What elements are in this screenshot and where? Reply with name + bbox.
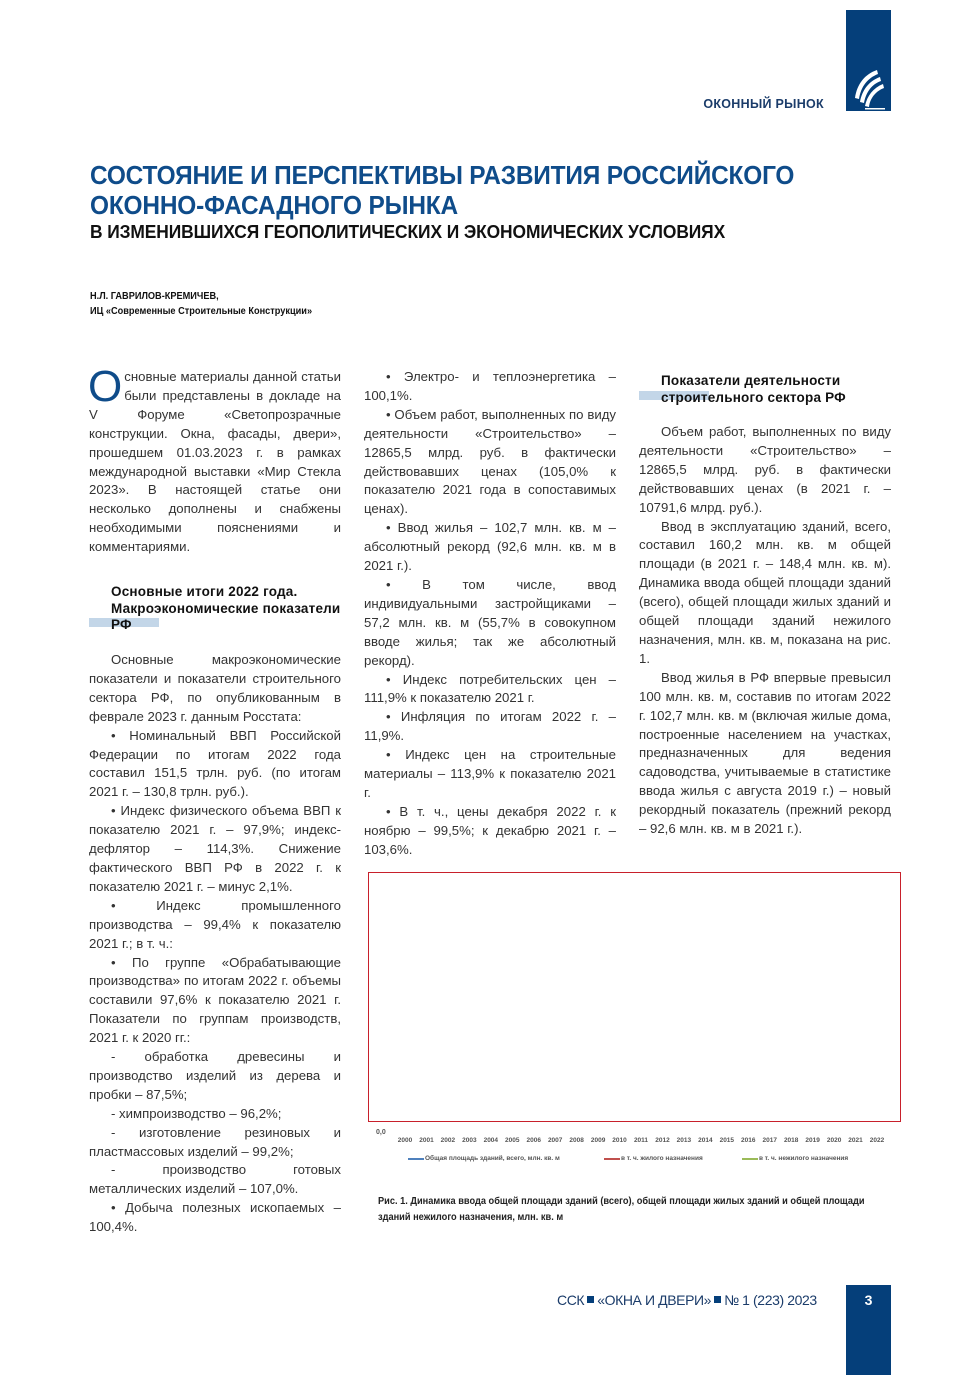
legend-label: в т. ч. жилого назначения	[621, 1155, 703, 1162]
column-1-body	[89, 651, 341, 1237]
figure-caption	[378, 1193, 888, 1225]
paragraph: Объем работ, выполненных по виду деятельности «Строительство» – 12865,5 млрд. руб. в фактически действовавших ценах (в 2021 г. – 10791,6 млрд. руб.).	[639, 424, 891, 515]
footer-issue-info	[557, 1292, 817, 1308]
x-tick-label: 2007	[547, 1137, 563, 1144]
legend-item-total	[408, 1155, 560, 1162]
legend-swatch	[742, 1158, 758, 1160]
sub-item: - химпроизводство – 96,2%;	[111, 1105, 282, 1121]
x-axis	[395, 1137, 887, 1147]
x-tick-label: 2017	[762, 1137, 777, 1144]
figure-caption-text: Рис. 1. Динамика ввода общей площади зданий (всего), общей площади жилых зданий и общей площади зданий нежилого назначения, млн. кв. м	[378, 1195, 865, 1223]
page-number-tab	[846, 1285, 891, 1375]
footer-publisher: ССК	[557, 1292, 585, 1308]
intro-text: сновные материалы данной статьи были представлены в докладе на V Форуме «Светопрозрачные конструкции. Окна, фасады, двери», прошедшем 01.03.2023 г. в рамках международной выставки «Мир Стекла 2023». В настоящей статье они несколько дополнены и снабжены необходимыми пояснениями и комментариями.	[89, 369, 341, 555]
x-tick-label: 2012	[655, 1137, 670, 1144]
magazine-logo-icon	[851, 68, 887, 112]
legend-label: в т. ч. нежилого назначения	[759, 1155, 849, 1162]
bullet-item: • Индекс промышленного производства – 99,4% к показателю 2021 г.; в т. ч.:	[89, 897, 341, 951]
bullet-item: • Добыча полезных ископаемых – 100,4%.	[89, 1200, 341, 1235]
x-tick-label: 2001	[419, 1137, 434, 1144]
bullet-item: • Инфляция по итогам 2022 г. – 11,9%.	[364, 709, 616, 744]
bullet-item: • Индекс цен на строительные материалы – 113,9% к показателю 2021 г.	[364, 747, 616, 800]
x-tick-label: 2014	[698, 1137, 713, 1144]
column-1	[88, 362, 341, 557]
bullet-item: • В том числе, ввод индивидуальными застройщиками – 57,2 млн. кв. м (55,7% в совокупном вводе жилья; так же абсолютный рекорд).	[364, 576, 616, 668]
bullet-item: • Электро- и теплоэнергетика – 100,1%.	[364, 369, 616, 403]
x-tick-label: 2018	[783, 1137, 799, 1144]
x-tick-label: 2021	[848, 1137, 863, 1144]
x-tick-label: 2019	[805, 1137, 820, 1144]
bullet-item: • Индекс потребительских цен – 111,9% к показателю 2021 г.	[364, 671, 616, 706]
header-tab	[846, 10, 891, 111]
footer-issue: № 1 (223) 2023	[724, 1292, 817, 1308]
x-tick-label: 2022	[869, 1137, 885, 1144]
paragraph: Основные макроэкономические показатели и показатели строительного сектора РФ, по опубликованным в феврале 2023 г. данным Росстата:	[89, 652, 341, 724]
drop-cap: О	[88, 362, 123, 411]
x-tick-label: 2003	[462, 1137, 477, 1144]
section-heading-macro	[89, 584, 341, 634]
x-tick-label: 2009	[590, 1137, 606, 1144]
x-tick-label: 2006	[526, 1137, 541, 1144]
legend-swatch	[604, 1158, 620, 1160]
column-3	[639, 423, 891, 839]
paragraph: Ввод в эксплуатацию зданий, всего, составил 160,2 млн. кв. м общей площади (в 2021 г. – 148,4 млн. кв. м). Динамика ввода общей площади зданий (всего), общей площади жилых зданий и общей площади зданий нежилого назначения, млн. кв. м, показана на рис. 1.	[639, 518, 891, 666]
author-organization: ИЦ «Современные Строительные Конструкции»	[90, 306, 313, 317]
legend-swatch	[408, 1158, 424, 1160]
section-heading-construction	[639, 373, 871, 406]
heading-text: Основные итоги 2022 года. Макроэкономические показатели РФ	[111, 584, 341, 632]
x-tick-label: 2005	[505, 1137, 520, 1144]
bullet-item: • Номинальный ВВП Российской Федерации по итогам 2022 года составил 151,5 трлн. руб. (по итогам 2021 г. – 130,8 трлн. руб.).	[89, 727, 341, 800]
bullet-item: • Индекс физического объема ВВП к показателю 2021 г. – 97,9%; индекс-дефлятор – 114,3%. Снижение фактического ВВП РФ в 2022 г. к показателю 2021 г. – минус 2,1%.	[89, 803, 341, 894]
article-title: СОСТОЯНИЕ И ПЕРСПЕКТИВЫ РАЗВИТИЯ РОССИЙСКОГО ОКОННО-ФАСАДНОГО РЫНКА	[90, 160, 795, 220]
intro-paragraph	[88, 362, 341, 557]
x-tick-label: 2010	[612, 1137, 627, 1144]
x-tick-label: 2004	[483, 1137, 499, 1144]
paragraph: Ввод жилья в РФ впервые превысил 100 млн. кв. м, составив по итогам 2022 г. 102,7 млн. кв. м (включая жилые дома, построенные населением на участках, предназначенных для ведения садоводства, учитываемые в статистике ввода жилья с августа 2019 г.) – новый рекордный показатель (прежний рекорд – 92,6 млн. кв. м в 2021 г.).	[639, 669, 891, 837]
x-tick-label: 2020	[826, 1137, 842, 1144]
page-number: 3	[864, 1292, 873, 1308]
footer-magazine: «ОКНА И ДВЕРИ»	[597, 1292, 712, 1308]
chart-legend	[408, 1155, 888, 1167]
square-bullet-icon	[587, 1296, 594, 1303]
legend-label: Общая площадь зданий, всего, млн. кв. м	[425, 1155, 560, 1162]
article-subtitle: В ИЗМЕНИВШИХСЯ ГЕОПОЛИТИЧЕСКИХ И ЭКОНОМИЧЕСКИХ УСЛОВИЯХ	[90, 221, 726, 242]
bullet-item: • В т. ч., цены декабря 2022 г. к ноябрю – 99,5%; к декабрю 2021 г. – 103,6%.	[364, 803, 616, 857]
bullet-item: • По группе «Обрабатывающие производства» по итогам 2022 г. объемы составили 97,6% к показателю 2021 г. Показатели по группам производств, 2021 г. к 2020 гг.:	[89, 954, 341, 1046]
legend-item-nonresidential	[742, 1155, 848, 1162]
x-tick-label: 2000	[397, 1137, 413, 1144]
author-name: Н.Л. ГАВРИЛОВ-КРЕМИЧЕВ,	[90, 291, 219, 302]
y-tick-label: 0,0	[376, 1129, 386, 1136]
sub-item: - обработка древесины и производство изделий из дерева и пробки – 87,5%;	[89, 1049, 341, 1102]
column-2	[364, 368, 616, 860]
square-bullet-icon	[714, 1296, 721, 1303]
x-tick-label: 2013	[676, 1137, 692, 1144]
heading-text: Показатели деятельности строительного сектора РФ	[661, 373, 846, 405]
bullet-item: • Ввод жилья – 102,7 млн. кв. м – абсолютный рекорд (92,6 млн. кв. м в 2021 г.).	[364, 520, 616, 574]
bullet-item: • Объем работ, выполненных по виду деятельности «Строительство» – 12865,5 млрд. руб. в фактически действовавших ценах (105,0% к показателю 2021 года в сопоставимых ценах).	[364, 406, 616, 517]
x-tick-label: 2002	[440, 1137, 456, 1144]
chart-plot-area	[368, 872, 901, 1122]
x-tick-label: 2011	[633, 1137, 649, 1144]
x-tick-label: 2015	[719, 1137, 735, 1144]
sub-item: - производство готовых металлических изделий – 107,0%.	[89, 1162, 341, 1197]
author-block	[90, 289, 312, 319]
x-tick-label: 2008	[569, 1137, 584, 1144]
sub-item: - изготовление резиновых и пластмассовых изделий – 99,2%;	[89, 1124, 341, 1159]
legend-item-residential	[604, 1155, 703, 1162]
section-label: ОКОННЫЙ РЫНОК	[703, 97, 824, 111]
x-tick-label: 2016	[741, 1137, 756, 1144]
